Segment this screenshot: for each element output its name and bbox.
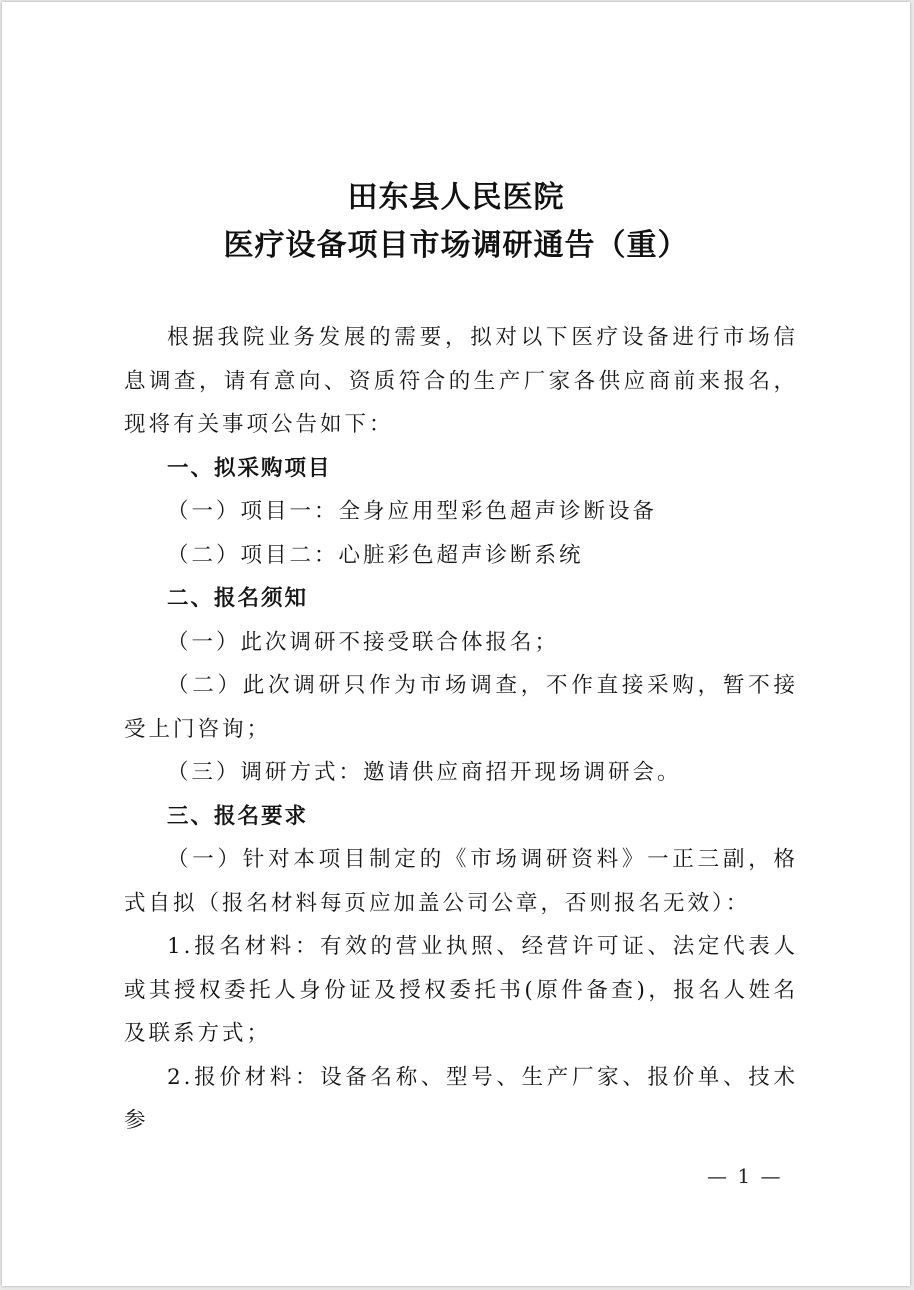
notice-item-1: （一）此次调研不接受联合体报名； (167, 629, 560, 655)
notice-item-3: （三）调研方式：邀请供应商招开现场调研会。 (167, 760, 682, 785)
document-title-line-1: 田东县人民医院 (347, 180, 565, 215)
project-item-1: （一）项目一：全身应用型彩色超声诊断设备 (167, 499, 658, 524)
requirement-subitem-2: 2.报价材料：设备名称、型号、生产厂家、报价单、技术参 (124, 1064, 798, 1133)
page-number: — 1 — (707, 1164, 783, 1188)
document-body (124, 316, 798, 1143)
document-page (2, 2, 910, 1286)
project-item-2: （二）项目二：心脏彩色超声诊断系统 (167, 542, 584, 568)
section-heading-1: 一、拟采购项目 (167, 455, 332, 481)
intro-paragraph: 根据我院业务发展的需要，拟对以下医疗设备进行市场信息调查，请有意向、资质符合的生产厂家各供应商前来报名，现将有关事项公告如下： (124, 325, 798, 437)
section-heading-2: 二、报名须知 (167, 586, 309, 611)
requirement-subitem-1: 1.报名材料：有效的营业执照、经营许可证、法定代表人或其授权委托人身份证及授权委托书(原件备查)，报名人姓名及联系方式； (124, 934, 798, 1046)
document-title-line-2: 医疗设备项目市场调研通告（重） (223, 228, 689, 263)
requirement-item-1: （一）针对本项目制定的《市场调研资料》一正三副，格式自拟（报名材料每页应加盖公司公章，否则报名无效）： (124, 847, 798, 916)
notice-item-2: （二）此次调研只作为市场调查，不作直接采购，暂不接受上门咨询； (124, 673, 798, 742)
section-heading-3: 三、报名要求 (167, 803, 309, 829)
